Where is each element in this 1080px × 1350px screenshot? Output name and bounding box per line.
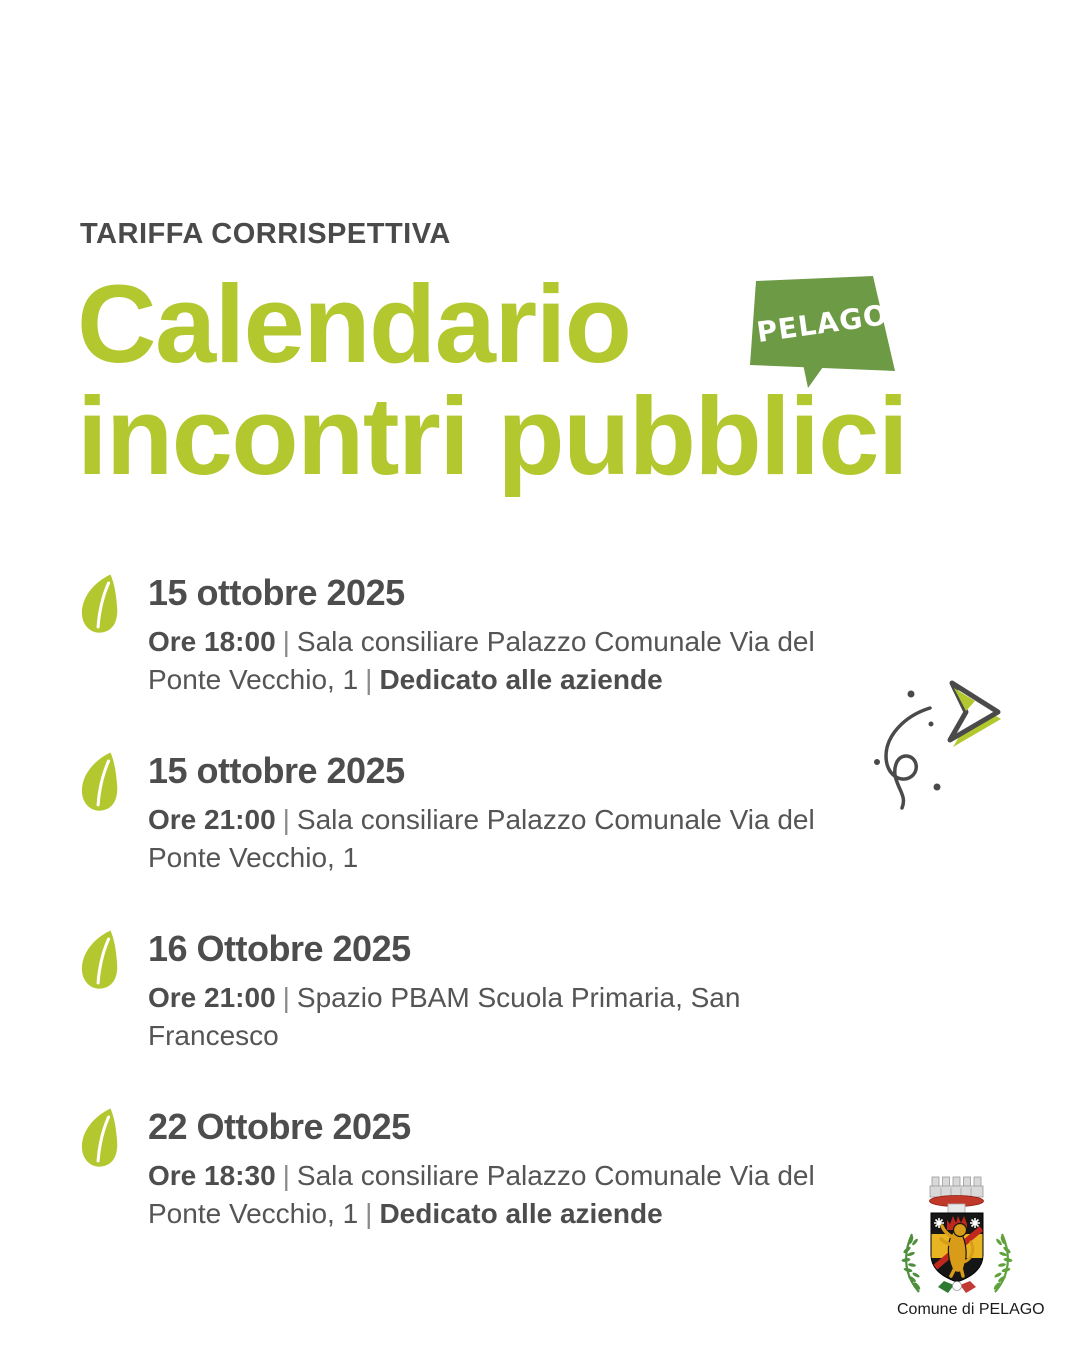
event-date: 15 ottobre 2025	[148, 572, 405, 613]
pipe-separator-1: |	[282, 626, 290, 657]
event-location: Spazio PBAM Scuola Primaria, San Francesco	[148, 982, 741, 1051]
event-note: Dedicato alle aziende	[379, 664, 663, 695]
event-body	[148, 929, 878, 1055]
event-date: 15 ottobre 2025	[148, 750, 405, 791]
events-list	[80, 573, 878, 1285]
leaf-icon	[80, 573, 148, 699]
event-detail	[148, 979, 878, 1055]
event-body	[148, 751, 878, 877]
leaf-icon	[80, 1107, 148, 1233]
event-time: Ore 18:30	[148, 1160, 276, 1191]
page-title-line-2: incontri pubblici	[77, 375, 908, 498]
municipality-logo	[897, 1170, 1045, 1319]
event-date: 16 Ottobre 2025	[148, 928, 411, 969]
event-note: Dedicato alle aziende	[379, 1198, 663, 1229]
page-title-line-1: Calendario	[77, 263, 631, 386]
event-item	[80, 929, 878, 1055]
event-time: Ore 21:00	[148, 804, 276, 835]
leaf-icon	[80, 751, 148, 877]
event-date: 22 Ottobre 2025	[148, 1106, 411, 1147]
event-detail	[148, 623, 878, 699]
event-location: Sala consiliare Palazzo Comunale Via del Ponte Vecchio, 1	[148, 804, 815, 873]
pelago-coat-of-arms-icon	[897, 1170, 1017, 1294]
pipe-separator-2: |	[365, 1198, 373, 1229]
pipe-separator-1: |	[282, 982, 290, 1013]
event-time: Ore 18:00	[148, 626, 276, 657]
badge-label: PELAGO	[754, 298, 890, 350]
pipe-separator-1: |	[282, 1160, 290, 1191]
logo-caption: Comune di PELAGO	[897, 1301, 1045, 1318]
event-item	[80, 751, 878, 877]
kicker-text: TARIFFA CORRISPETTIVA	[80, 218, 451, 250]
leaf-icon	[80, 929, 148, 1055]
speech-bubble-icon	[748, 274, 898, 392]
event-location: Sala consiliare Palazzo Comunale Via del Ponte Vecchio, 1	[148, 1160, 815, 1229]
event-detail	[148, 801, 878, 877]
event-body	[148, 573, 878, 699]
event-body	[148, 1107, 878, 1233]
pipe-separator-1: |	[282, 804, 290, 835]
event-item	[80, 1107, 878, 1233]
paper-plane-arrow-doodle-icon	[856, 646, 1016, 816]
event-detail	[148, 1157, 878, 1233]
pipe-separator-2: |	[365, 664, 373, 695]
event-location: Sala consiliare Palazzo Comunale Via del Ponte Vecchio, 1	[148, 626, 815, 695]
event-item	[80, 573, 878, 699]
event-time: Ore 21:00	[148, 982, 276, 1013]
